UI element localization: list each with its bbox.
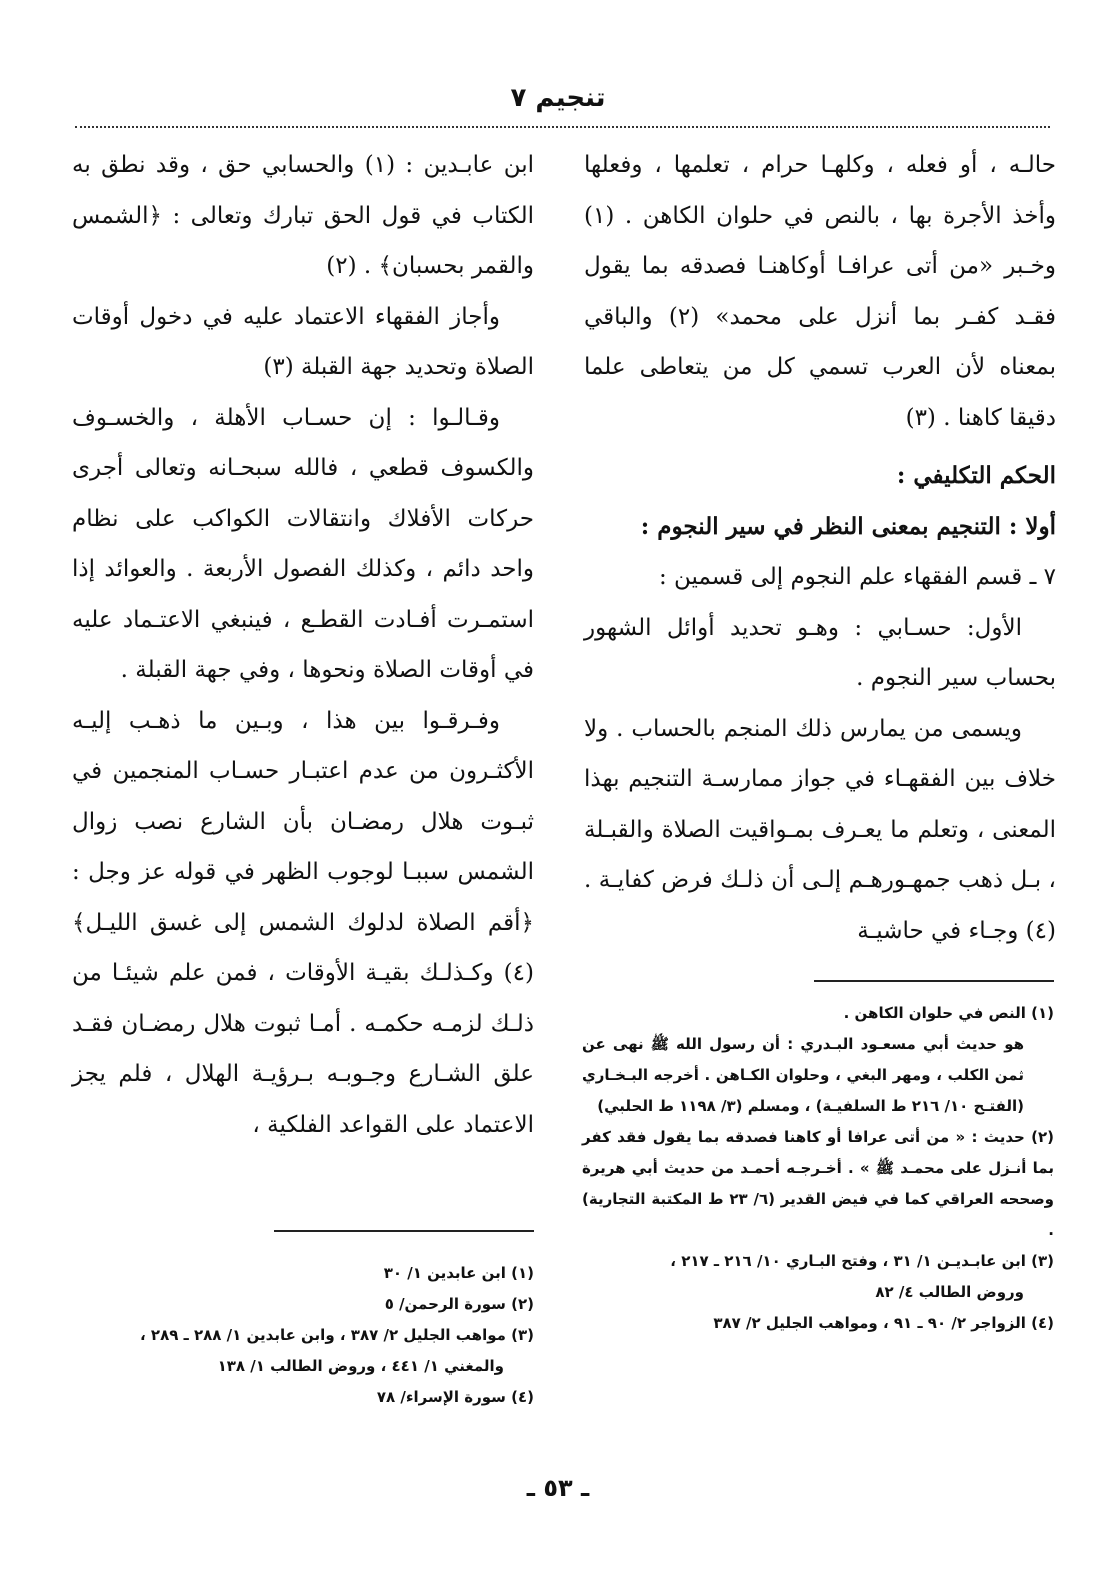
footnote: (٣) مواهب الجليل ٢/ ٣٨٧ ، وابن عابدين ١/ ٢٨٨ ـ ٢٨٩ ، xyxy=(140,1326,534,1344)
section-heading: الحكم التكليفي : xyxy=(896,462,1056,489)
paragraph: وفـرقـوا بين هذا ، وبـين ما ذهـب إليـه الأكثـرون من عدم اعتبـار حسـاب المنجمين في ثبـوت هلال رمضـان بأن الشارع نصب زوال الشمس سببـا لوجوب الظهر في قوله عز وجل : ﴿أقم الصلاة لدلوك الشمس إلى غسق الليـل﴾ (٤) وكـذلـك بقيـة الأوقات ، فمن علم شيئـا من ذلـك لزمـه حكمـه . أمـا ثبوت هلال رمضـان فقـد علق الشـارع وجـوبـه بـرؤيـة الهلال ، فلم يجز الاعتماد على القواعد الفلكية ، xyxy=(72,707,534,1138)
footnote: (١) النص في حلوان الكاهن . xyxy=(843,1004,1054,1022)
footnotes-right xyxy=(582,998,1054,1339)
footnote: (٢) سورة الرحمن/ ٥ xyxy=(384,1295,534,1313)
subsection-heading: أولا : التنجيم بمعنى النظر في سير النجوم : xyxy=(640,512,1056,540)
paragraph: وأجاز الفقهاء الاعتماد عليه في دخول أوقات الصلاة وتحديد جهة القبلة (٣) xyxy=(72,303,534,380)
page-header-title: تنجيم ٧ xyxy=(510,83,606,113)
footnote-separator xyxy=(274,1230,534,1232)
footnote: هو حديث أبي مسعـود البـدري : أن رسول الله ﷺ نهى عن ثمن الكلب ، ومهر البغي ، وحلوان الكـاهن . أخرجه البـخـاري (الفتـح ١٠/ ٢١٦ ط السلفيـة) ، ومسلم (٣/ ١١٩٨ ط الحلبي) xyxy=(582,1035,1024,1115)
right-text-column xyxy=(584,140,1056,956)
footnote: وروض الطالب ٤/ ٨٢ xyxy=(875,1283,1024,1301)
footnote: (٤) الزواجر ٢/ ٩٠ ـ ٩١ ، ومواهب الجليل ٢/ ٣٨٧ xyxy=(713,1314,1054,1332)
paragraph: الأول: حسـابي : وهـو تحديد أوائل الشهور بحساب سير النجوم . xyxy=(584,614,1056,691)
footnotes-left xyxy=(72,1258,534,1413)
numbered-paragraph: ٧ ـ قسم الفقهاء علم النجوم إلى قسمين : xyxy=(658,564,1056,590)
footnote: (٣) ابن عابـديـن ١/ ٣١ ، وفتح البـاري ١٠/ ٢١٦ ـ ٢١٧ ، xyxy=(670,1252,1054,1270)
left-text-column xyxy=(72,140,534,1150)
paragraph: ويسمى من يمارس ذلك المنجم بالحساب . ولا خلاف بين الفقهـاء في جواز ممارسـة التنجيم بهذا المعنى ، وتعلم ما يعـرف بمـواقيت الصلاة والقبـلة ، بـل ذهب جمهـورهـم إلـى أن ذلـك فرض كفايـة . (٤) وجـاء في حاشيـة xyxy=(584,715,1056,944)
page-number: ـ ٥٣ ـ xyxy=(526,1474,590,1502)
paragraph: حالـه ، أو فعله ، وكلهـا حرام ، تعلمها ، وفعلها وأخذ الأجرة بها ، بالنص في حلوان الكاهن . (١) وخـبر «من أتى عرافـا أوكاهنـا فصدقه بما يقول فقـد كفـر بما أنزل على محمد» (٢) والباقي بمعناه لأن العرب تسمي كل من يتعاطى علما دقيقا كاهنا . (٣) xyxy=(584,152,1057,431)
header-dotted-rule xyxy=(75,126,1050,128)
footnote: (٢) حديث : « من أتى عرافا أو كاهنا فصدقه بما يقول فقد كفر بما أنـزل على محمـد ﷺ » . أخـرجـه أحمـد من حديث أبي هريرة وصححه العراقي كما في فيض القدير (٦/ ٢٣ ط المكتبة التجارية) . xyxy=(582,1128,1055,1239)
footnote: والمغني ١/ ٤٤١ ، وروض الطالب ١/ ١٣٨ xyxy=(217,1357,504,1375)
footnote: (١) ابن عابدين ١/ ٣٠ xyxy=(383,1264,534,1282)
paragraph: ابن عابـدين : (١) والحسابي حق ، وقد نطق به الكتاب في قول الحق تبارك وتعالى : ﴿الشمس والقمر بحسبان﴾ . (٢) xyxy=(72,152,535,279)
paragraph: وقـالـوا : إن حسـاب الأهلة ، والخسـوف والكسوف قطعي ، فالله سبحـانه وتعالى أجرى حركات الأفلاك وانتقالات الكواكب على نظام واحد دائم ، وكذلك الفصول الأربعة . والعوائد إذا استمـرت أفـادت القطـع ، فينبغي الاعتـماد عليه في أوقات الصلاة ونحوها ، وفي جهة القبلة . xyxy=(72,404,534,683)
footnote-separator xyxy=(814,980,1054,982)
footnote: (٤) سورة الإسراء/ ٧٨ xyxy=(376,1388,534,1406)
